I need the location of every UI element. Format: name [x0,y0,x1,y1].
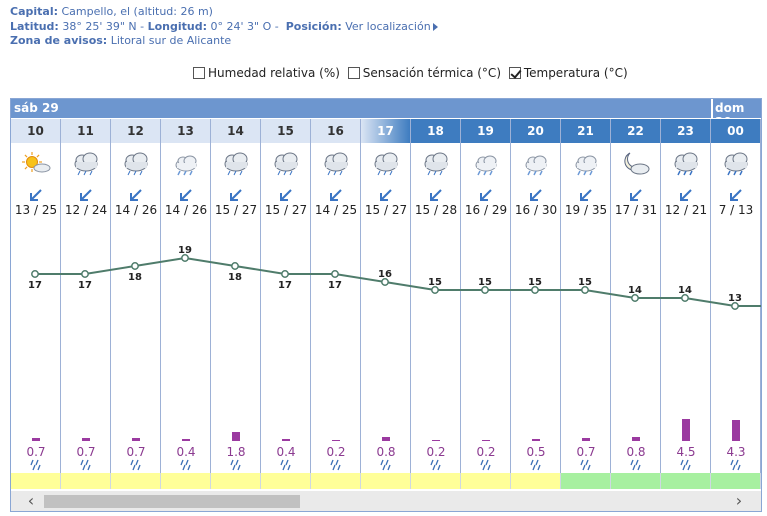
temperature-point [232,263,238,269]
temperature-point [132,263,138,269]
min-max-temp: 15 / 27 [214,203,258,217]
alert-cell-yellow [161,473,211,489]
precipitation-value: 0.4 [276,445,296,459]
precipitation-value: 0.8 [376,445,396,459]
min-max-temp: 14 / 25 [314,203,358,217]
feels-like-checkbox[interactable] [348,67,360,79]
hour-label: 11 [61,119,110,143]
alert-cell-green [661,473,711,489]
hour-label: 18 [411,119,460,143]
precipitation-value: 4.3 [726,445,746,459]
precipitation-value: 0.5 [526,445,546,459]
temperature-label: 17 [78,280,92,291]
day-header [11,99,762,118]
zone-value: Litoral sur de Alicante [110,34,232,47]
hour-label: 19 [461,119,510,143]
min-max-temp: 12 / 24 [64,203,108,217]
precipitation-value: 4.5 [676,445,696,459]
hour-label: 15 [261,119,310,143]
precipitation-value: 0.2 [326,445,346,459]
temperature-point [282,271,288,277]
precipitation-value: 0.2 [476,445,496,459]
position-label: Posición: [285,19,342,33]
day-label-sat: sáb 29 [14,101,59,115]
latitude-value: 38° 25' 39" N [62,19,137,33]
min-max-temp: 15 / 27 [364,203,408,217]
alert-cell-yellow [211,473,261,489]
zone-label: Zona de avisos: [10,34,108,47]
alert-cell-green [711,473,761,489]
alert-strip [11,473,762,489]
temperature-label: 19 [178,245,192,256]
alert-cell-yellow [461,473,511,489]
min-max-temp: 12 / 21 [664,203,708,217]
hour-label: 14 [211,119,260,143]
precipitation-value: 0.8 [626,445,646,459]
day-separator [711,99,713,118]
alert-cell-yellow [11,473,61,489]
temperature-label: 14 [678,285,692,296]
scroll-thumb[interactable] [44,495,300,508]
alert-cell-yellow [261,473,311,489]
feels-like-label: Sensación térmica (°C) [362,66,501,80]
precipitation-value: 0.4 [176,445,196,459]
horizontal-scrollbar[interactable] [11,491,762,511]
latitude-label: Latitud: [10,19,59,33]
day-label-sun: dom [715,101,745,115]
view-location-link[interactable]: Ver localización [345,19,431,33]
precipitation-value: 0.7 [26,445,46,459]
arrow-right-icon [433,23,438,31]
alert-cell-yellow [411,473,461,489]
hour-label: 17 [361,119,410,143]
hour-label: 00 [711,119,760,143]
hour-label: 21 [561,119,610,143]
precipitation-value: 1.8 [226,445,246,459]
min-max-temp: 14 / 26 [164,203,208,217]
min-max-temp: 15 / 28 [414,203,458,217]
hour-label: 13 [161,119,210,143]
capital-value: Campello, el (altitud: 26 m) [61,5,213,18]
min-max-temp: 14 / 26 [114,203,158,217]
temperature-label: 15 [528,277,542,288]
min-max-temp: 15 / 27 [264,203,308,217]
min-max-temp: 19 / 35 [564,203,608,217]
temperature-line [35,258,762,306]
longitude-value: 0° 24' 3" O [210,19,272,33]
alert-cell-yellow [311,473,361,489]
min-max-temp: 16 / 29 [464,203,508,217]
temperature-label: 15 [578,277,592,288]
toggle-feels-like[interactable] [348,66,501,80]
precipitation-value: 0.2 [426,445,446,459]
toggle-temperature[interactable] [509,66,628,80]
humidity-label: Humedad relativa (%) [208,66,340,80]
forecast-panel [10,98,762,512]
precipitation-value: 0.7 [576,445,596,459]
temperature-label: 17 [278,280,292,291]
humidity-checkbox[interactable] [193,67,205,79]
alert-cell-green [611,473,661,489]
min-max-temp: 16 / 30 [514,203,558,217]
location-info [10,5,438,49]
temperature-label: 18 [228,272,242,283]
hour-label: 10 [11,119,60,143]
capital-label: Capital: [10,5,58,18]
temperature-chart [11,119,762,475]
temperature-label: 18 [128,272,142,283]
temperature-label: 13 [728,293,742,304]
scroll-left-icon[interactable]: ‹ [27,491,35,510]
temperature-label: 17 [328,280,342,291]
temperature-point [32,271,38,277]
hour-label: 20 [511,119,560,143]
temperature-label: 14 [628,285,642,296]
min-max-temp: 13 / 25 [14,203,58,217]
precipitation-value: 0.7 [76,445,96,459]
temperature-checkbox[interactable] [509,67,521,79]
alert-cell-yellow [111,473,161,489]
alert-cell-yellow [61,473,111,489]
coords-row: Latitud: 38° 25' 39" N - Longitud: 0° 24' 3" O - Posición: Ver localización [10,20,438,35]
min-max-temp: 7 / 13 [718,203,754,217]
temperature-label: 16 [378,269,392,280]
min-max-temp: 17 / 31 [614,203,658,217]
alert-cell-yellow [361,473,411,489]
hour-label: 16 [311,119,360,143]
temperature-point [332,271,338,277]
alert-cell-yellow [511,473,561,489]
alert-cell-green [561,473,611,489]
temperature-label: 15 [478,277,492,288]
toggle-humidity[interactable] [193,66,340,80]
temperature-label: 17 [28,280,42,291]
scroll-right-icon[interactable]: › [735,491,743,510]
hour-label: 23 [661,119,710,143]
temperature-point [82,271,88,277]
zone-row [10,34,438,49]
temperature-label: 15 [428,277,442,288]
precipitation-value: 0.7 [126,445,146,459]
chart-toggles [193,66,632,82]
temperature-label: Temperatura (°C) [523,66,628,80]
capital-row [10,5,438,20]
hour-label: 12 [111,119,160,143]
longitude-label: Longitud: [147,19,207,33]
hour-label: 22 [611,119,660,143]
